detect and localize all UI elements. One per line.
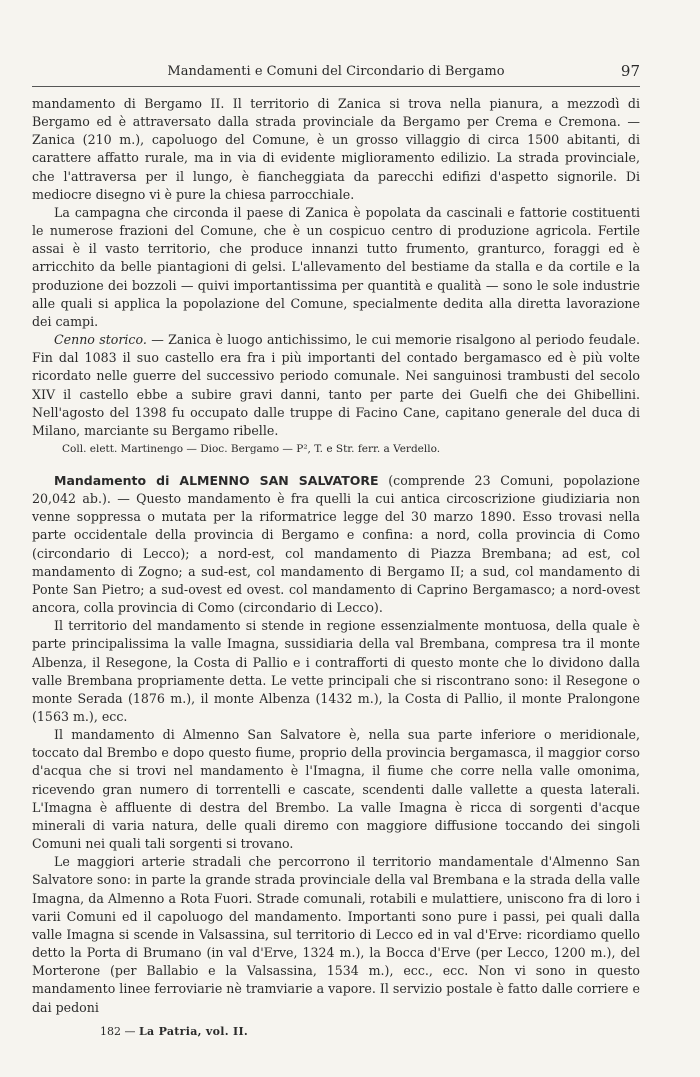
paragraph-zanica-history: [32, 331, 640, 440]
page-number: 97: [620, 62, 640, 80]
running-title: Mandamenti e Comuni del Circondario di Bergamo: [167, 64, 505, 79]
paragraph-zanica-territory: mandamento di Bergamo II. Il territorio di Zanica si trova nella pianura, a mezzodì di Bergamo ed è attraversato dalla strada provinciale da Bergamo per Crema e Cremona. — Zanica (210 m.), capoluogo del Comune, è un grosso villaggio di circa 1500 abitanti, di carattere affatto rurale, ma in via di evidente miglioramento edilizio. La strada provinciale, che l'attraversa per il lungo, è fiancheggiata da parecchi edifizi d'aspetto signorile. Di mediocre disegno vi è pure la chiesa parrocchiale.: [32, 96, 640, 202]
history-label: Cenno storico.: [54, 332, 147, 348]
paragraph-almenno-roads: Le maggiori arterie stradali che percorrono il territorio mandamentale d'Almenno San Salvatore sono: in parte la grande strada provinciale della val Brembana e la strada della valle Imagna, da Almenno a Rota Fuori. Strade comunali, rotabili e mulattiere, uniscono fra di loro i varii Comuni ed il capoluogo del mandamento. Importanti sono pure i passi, pei quali dalla valle Imagna si scende in Valsassina, sul territorio di Lecco ed in val d'Erve: ricordiamo quello detto la Porta di Brumano (in val d'Erve, 1324 m.), la Bocca d'Erve (per Lecco, 1200 m.), del Morterone (per Ballabio e la Valsassina, 1534 m.), ecc., ecc. Non vi sono in questo mandamento linee ferroviarie nè tramviarie a vapore. Il servizio postale è fatto dalle corriere e dai pedoni: [32, 854, 640, 1015]
paragraph-almenno-territory: Il territorio del mandamento si stende in regione essenzialmente montuosa, della quale è parte principalissima la valle Imagna, sussidiaria della val Brembana, compresa tra il monte Albenza, il Resegone, la Costa di Pallio e i contrafforti di questo monte che lo dividono dalla valle Brembana propriamente detta. Le vette principali che si riscontrano sono: il Resegone o monte Serada (1876 m.), il monte Albenza (1432 m.), la Costa di Pallio, il monte Pralongone (1563 m.), ecc.: [32, 618, 640, 724]
page-body: [32, 95, 640, 1017]
page-footer: [100, 1025, 248, 1038]
footer-source: La Patria, vol. II.: [139, 1025, 249, 1038]
paragraph-zanica-agriculture: La campagna che circonda il paese di Zanica è popolata da cascinali e fattorie costituenti le numerose frazioni del Comune, che è un cospicuo centro di produzione agricola. Fertile assai è il vasto territorio, che produce innanzi tutto frumento, granturco, foraggi ed è arricchito da belle piantagioni di gelsi. L'allevamento del bestiame da stalla e da cortile e la produzione dei bozzoli — quivi importantissima per quantità e qualità — sono le sole industrie alle quali si applica la popolazione del Comune, specialmente dedita alla diretta lavorazione dei campi.: [32, 204, 640, 329]
history-text: — Zanica è luogo antichissimo, le cui memorie risalgono al periodo feudale. Fin dal 1083 il suo castello era fra i più importanti del contado bergamasco ed è più volte ricordato nelle guerre del successivo periodo comunale. Nei sanguinosi trambusti del secolo XIV il castello ebbe a subire gravi danni, tanto per parte dei Guelfi che dei Ghibellini. Nell'agosto del 1398 fu occupato dalle truppe di Facino Cane, capitano generale del duca di Milano, marciante su Bergamo ribelle.: [32, 332, 640, 438]
paragraph-almenno-rivers: Il mandamento di Almenno San Salvatore è, nella sua parte inferiore o meridionale, toccato dal Brembo e dopo questo fiume, proprio della provincia bergamasca, il maggior corso d'acqua che si trovi nel mandamento è l'Imagna, il fiume che corre nella valle omonima, ricevendo gran numero di torrentelli e cascate, scendenti dalle vallette a questa laterali. L'Imagna è affluente di destra del Brembo. La valle Imagna è ricca di sorgenti d'acque minerali di varia natura, delle quali diremo con maggiore diffusione toccando dei singoli Comuni nei quali tali sorgenti si trovano.: [32, 727, 640, 852]
section-title: Mandamento di ALMENNO SAN SALVATORE: [54, 472, 379, 488]
page-header: [32, 60, 640, 87]
paragraph-almenno-intro: [32, 472, 640, 617]
footer-signature: 182 —: [100, 1025, 136, 1038]
almenno-intro-text: (comprende 23 Comuni, popolazione 20,042 ab.). — Questo mandamento è fra quelli la cui antica circoscrizione giudiziaria non venne soppressa o mutata per la riformatrice legge del 30 marzo 1890. Esso trovasi nella parte occidentale della provincia di Bergamo e confina: a nord, colla provincia di Como (circondario di Lecco); a nord-est, col mandamento di Piazza Brembana; ad est, col mandamento di Zogno; a sud-est, col mandamento di Bergamo II; a sud, col mandamento di Ponte San Pietro; a sud-ovest ed ovest. col mandamento di Caprino Bergamasco; a nord-ovest ancora, colla provincia di Como (circondario di Lecco).: [32, 472, 640, 616]
zanica-admin-note: Coll. elett. Martinengo — Dioc. Bergamo — P², T. e Str. ferr. a Verdello.: [62, 442, 441, 455]
